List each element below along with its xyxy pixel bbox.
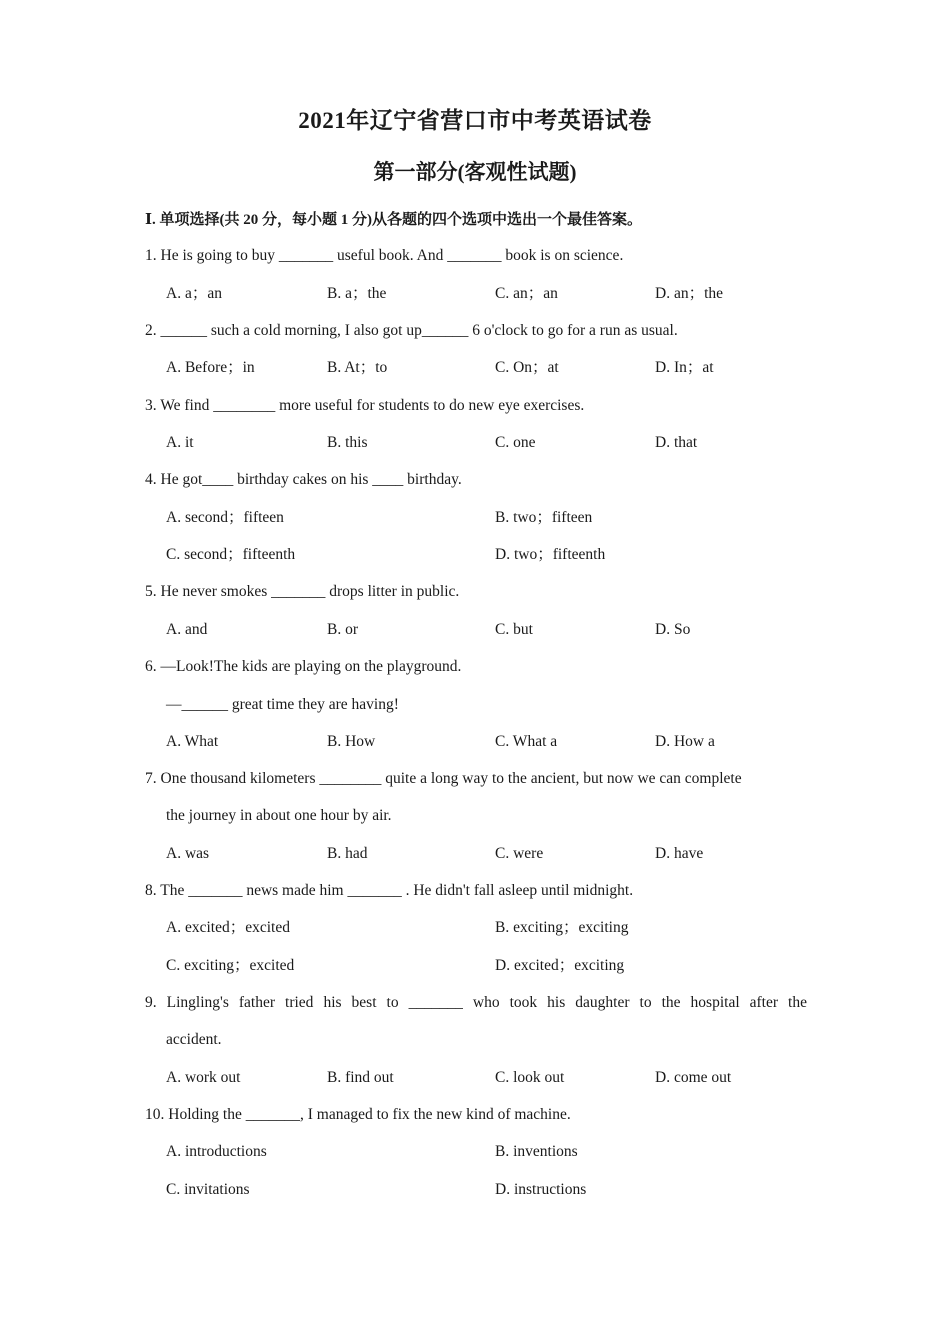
question-4-stem: 4. He got____ birthday cakes on his ____ birthday. [145, 471, 462, 488]
option-a: A. excited；excited [166, 919, 290, 936]
option-a: A. and [166, 621, 208, 638]
option-c: C. On；at [495, 359, 559, 376]
question-2-options [166, 358, 806, 378]
question-7-options [166, 844, 806, 864]
question-9-stem: 9. Lingling's father tried his best to _______ who took his daughter to the hospital after the [145, 994, 807, 1011]
option-a: A. second；fifteen [166, 509, 284, 526]
question-10-options-row2 [166, 1180, 806, 1200]
option-a: A. work out [166, 1069, 241, 1086]
option-c: C. What a [495, 733, 558, 750]
page-subtitle: 第一部分(客观性试题) [373, 160, 577, 184]
question-8-stem: 8. The _______ news made him _______ . He didn't fall asleep until midnight. [145, 882, 634, 899]
option-c: C. look out [495, 1069, 565, 1086]
option-a: A. introductions [166, 1143, 267, 1160]
question-9-options [166, 1068, 806, 1088]
option-d: D. come out [655, 1069, 732, 1086]
option-b: B. inventions [495, 1143, 578, 1160]
option-d: D. How a [655, 733, 715, 750]
question-10-stem: 10. Holding the _______, I managed to fix the new kind of machine. [145, 1106, 571, 1123]
option-d: D. excited；exciting [495, 957, 625, 974]
option-a: A. was [166, 845, 210, 862]
option-a: A. it [166, 434, 194, 451]
question-5-options [166, 620, 806, 640]
option-c: C. but [495, 621, 533, 638]
option-a: A. What [166, 733, 219, 750]
question-6-stem-line2: —______ great time they are having! [166, 696, 399, 713]
option-d: D. two；fifteenth [495, 546, 606, 563]
section-heading: Ⅰ. 单项选择(共 20 分，每小题 1 分)从各题的四个选项中选出一个最佳答案。 [145, 212, 643, 228]
question-5-stem: 5. He never smokes _______ drops litter in public. [145, 583, 460, 600]
option-d: D. So [655, 621, 691, 638]
option-a: A. Before；in [166, 359, 255, 376]
option-d: D. instructions [495, 1181, 587, 1198]
option-c: C. exciting；excited [166, 957, 295, 974]
option-c: C. were [495, 845, 544, 862]
option-b: B. find out [327, 1069, 394, 1086]
option-a: A. a；an [166, 285, 222, 302]
question-1-options [166, 284, 806, 304]
option-b: B. had [327, 845, 368, 862]
question-3-stem: 3. We find ________ more useful for students to do new eye exercises. [145, 397, 585, 414]
question-6-stem: 6. —Look!The kids are playing on the playground. [145, 658, 462, 675]
question-4-options-row2 [166, 545, 806, 565]
option-b: B. At；to [327, 359, 388, 376]
question-8-options-row2 [166, 956, 806, 976]
option-b: B. a；the [327, 285, 387, 302]
question-3-options [166, 433, 806, 453]
option-b: B. this [327, 434, 368, 451]
option-c: C. invitations [166, 1181, 250, 1198]
question-9-stem-line2: accident. [166, 1031, 222, 1048]
option-b: B. How [327, 733, 376, 750]
option-c: C. one [495, 434, 536, 451]
question-10-options-row1 [166, 1142, 806, 1162]
option-c: C. an；an [495, 285, 558, 302]
page-title: 2021年辽宁省营口市中考英语试卷 [298, 108, 652, 133]
option-d: D. that [655, 434, 698, 451]
question-4-options-row1 [166, 508, 806, 528]
option-b: B. or [327, 621, 358, 638]
question-6-options [166, 732, 806, 752]
option-b: B. exciting；exciting [495, 919, 629, 936]
option-b: B. two；fifteen [495, 509, 593, 526]
option-c: C. second；fifteenth [166, 546, 296, 563]
option-d: D. have [655, 845, 704, 862]
question-1-stem: 1. He is going to buy _______ useful book. And _______ book is on science. [145, 247, 624, 264]
option-d: D. In；at [655, 359, 714, 376]
question-7-stem-line2: the journey in about one hour by air. [166, 807, 392, 824]
question-8-options-row1 [166, 918, 806, 938]
question-7-stem: 7. One thousand kilometers ________ quite a long way to the ancient, but now we can complete [145, 770, 742, 787]
option-d: D. an；the [655, 285, 724, 302]
question-2-stem: 2. ______ such a cold morning, I also got up______ 6 o'clock to go for a run as usual. [145, 322, 678, 339]
